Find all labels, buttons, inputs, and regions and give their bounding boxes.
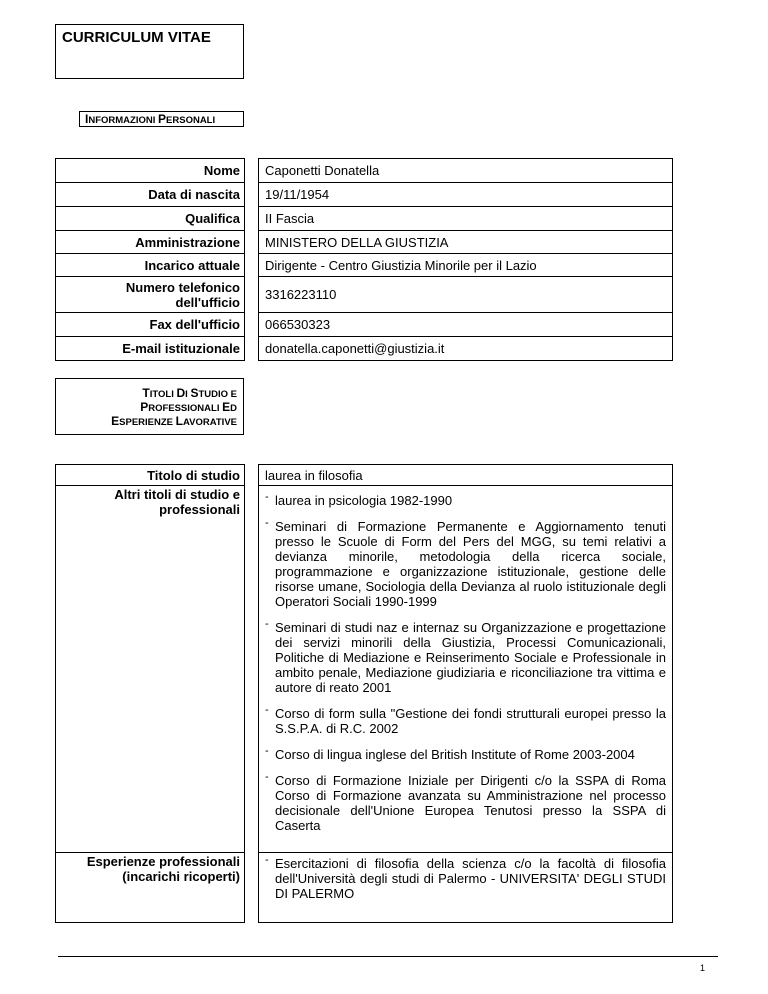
- page-number: 1: [700, 963, 706, 973]
- label-altri-titoli: Altri titoli di studio e professionali: [56, 486, 245, 853]
- table-row: [56, 254, 673, 277]
- table-row: [56, 231, 673, 254]
- cv-title-box: [55, 24, 244, 79]
- label-nome: Nome: [56, 159, 245, 183]
- value-qualifica: II Fascia: [259, 207, 673, 231]
- table-row: [56, 486, 673, 853]
- label-qualifica: Qualifica: [56, 207, 245, 231]
- value-esperienze: [259, 853, 673, 923]
- document-title: CURRICULUM VITAE: [62, 29, 211, 46]
- value-numero-telefonico: 3316223110: [259, 277, 673, 313]
- value-altri-titoli: [259, 486, 673, 853]
- label-esperienze: Esperienze professionali (incarichi ricoperti): [56, 853, 245, 923]
- label-fax: Fax dell'ufficio: [56, 313, 245, 337]
- section-header-text: INFORMAZIONI PERSONALI: [85, 112, 216, 126]
- list-item: - Corso di Formazione Iniziale per Dirigenti c/o la SSPA di Roma Corso di Formazione avanzata su Amministrazione nel processo decisionale dell'Unione Europea Tenutosi presso la SSPA di Caserta: [265, 773, 666, 833]
- altri-titoli-list: [265, 493, 666, 833]
- label-titolo-studio: Titolo di studio: [56, 465, 245, 486]
- value-titolo-studio: laurea in filosofia: [259, 465, 673, 486]
- esperienze-list: [265, 856, 666, 901]
- table-row: [56, 159, 673, 183]
- list-item: - Corso di lingua inglese del British Institute of Rome 2003-2004: [265, 747, 666, 762]
- table-row: [56, 277, 673, 313]
- label-amministrazione: Amministrazione: [56, 231, 245, 254]
- table-row: [56, 853, 673, 923]
- table-row: [56, 183, 673, 207]
- value-fax: 066530323: [259, 313, 673, 337]
- section-header-personal-info: [79, 111, 244, 127]
- table-row: [56, 337, 673, 361]
- label-email: E-mail istituzionale: [56, 337, 245, 361]
- education-experience-table: [55, 464, 673, 923]
- list-item: - Esercitazioni di filosofia della scienza c/o la facoltà di filosofia dell'Università degli studi di Palermo - UNIVERSITA' DEGLI STUDI DI PALERMO: [265, 856, 666, 901]
- value-data-nascita: 19/11/1954: [259, 183, 673, 207]
- label-data-nascita: Data di nascita: [56, 183, 245, 207]
- table-row: [56, 207, 673, 231]
- value-incarico-attuale: Dirigente - Centro Giustizia Minorile per il Lazio: [259, 254, 673, 277]
- value-email: donatella.caponetti@giustizia.it: [259, 337, 673, 361]
- value-nome: Caponetti Donatella: [259, 159, 673, 183]
- value-amministrazione: MINISTERO DELLA GIUSTIZIA: [259, 231, 673, 254]
- personal-info-table: [55, 158, 673, 361]
- footer-divider: [58, 956, 718, 957]
- label-incarico-attuale: Incarico attuale: [56, 254, 245, 277]
- list-item: - laurea in psicologia 1982-1990: [265, 493, 666, 508]
- table-row: [56, 465, 673, 486]
- label-numero-telefonico: Numero telefonico dell'ufficio: [56, 277, 245, 313]
- table-row: [56, 313, 673, 337]
- list-item: - Corso di form sulla "Gestione dei fondi strutturali europei presso la S.S.P.A. di R.C. 2002: [265, 706, 666, 736]
- section-header-titles-experience: TITOLI DI STUDIO E PROFESSIONALI ED ESPERIENZE LAVORATIVE: [55, 378, 244, 435]
- list-item: - Seminari di Formazione Permanente e Aggiornamento tenuti presso le Scuole di Form del Pers del MGG, su temi relativi a devianza minorile, metodologia della ricerca sociale, programmazione e organizzazione istituzionale, gestione delle risorse umane, Sociologia della Devianza al ruolo istituzionale degli Operatori Sociali 1990-1999: [265, 519, 666, 609]
- list-item: - Seminari di studi naz e internaz su Organizzazione e progettazione dei servizi minorili della Giustizia, Processi Comunicazionali, Politiche di Mediazione e Reinserimento Sociale e Professionale in ambito penale, Mediazione giudiziaria e riconciliazione tra vittima e autore di reato 2001: [265, 620, 666, 695]
